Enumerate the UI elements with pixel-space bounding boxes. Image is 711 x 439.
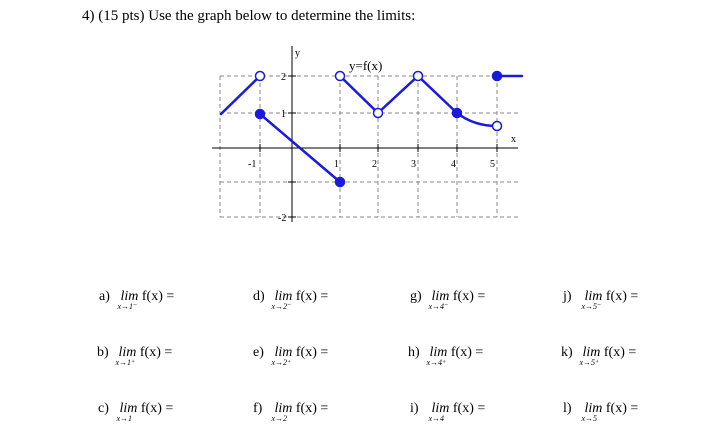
x-tick-label: 5 [490, 159, 495, 170]
problem-j: j) lim x→5⁻ f(x) = [563, 289, 639, 311]
problem-k: k) lim x→5⁺ f(x) = [561, 345, 637, 367]
problem-l: l) lim x→5 f(x) = [563, 401, 639, 423]
segment-zigzag [340, 76, 457, 113]
problem-d: d) lim x→2⁻ f(x) = [253, 289, 329, 311]
closed-point [336, 178, 345, 187]
problem-g: g) lim x→4⁻ f(x) = [410, 289, 486, 311]
open-point [374, 109, 383, 118]
problem-title: 4) (15 pts) Use the graph below to determine the limits: [82, 8, 416, 24]
segment-left [221, 76, 260, 114]
problem-a: a) lim x→1⁻ f(x) = [99, 289, 175, 311]
grid [220, 76, 520, 217]
closed-point [256, 110, 265, 119]
problem-f: f) lim x→2 f(x) = [253, 401, 329, 423]
problem-e: e) lim x→2⁺ f(x) = [253, 345, 329, 367]
open-point [256, 72, 265, 81]
x-axis-label: x [511, 134, 516, 145]
x-tick-label: 3 [411, 159, 416, 170]
closed-point [493, 72, 502, 81]
x-tick-label: -1 [248, 159, 257, 170]
x-tick-label: 4 [451, 159, 456, 170]
closed-point [453, 109, 462, 118]
open-point [493, 122, 502, 131]
function-label: y=f(x) [349, 58, 383, 73]
open-point [336, 72, 345, 81]
y-tick-label: -2 [278, 213, 287, 224]
x-tick-label: 2 [372, 159, 377, 170]
open-point [414, 72, 423, 81]
problem-i: i) lim x→4 f(x) = [410, 401, 486, 423]
problem-c: c) lim x→1 f(x) = [98, 401, 174, 423]
x-tick-label: 1 [334, 159, 339, 170]
problem-h: h) lim x→4⁺ f(x) = [408, 345, 484, 367]
y-tick-label: 2 [281, 72, 286, 83]
y-axis-label: y [295, 48, 300, 59]
segment-curve [457, 113, 497, 126]
problem-b: b) lim x→1⁺ f(x) = [97, 345, 173, 367]
y-tick-label: 1 [281, 109, 286, 120]
